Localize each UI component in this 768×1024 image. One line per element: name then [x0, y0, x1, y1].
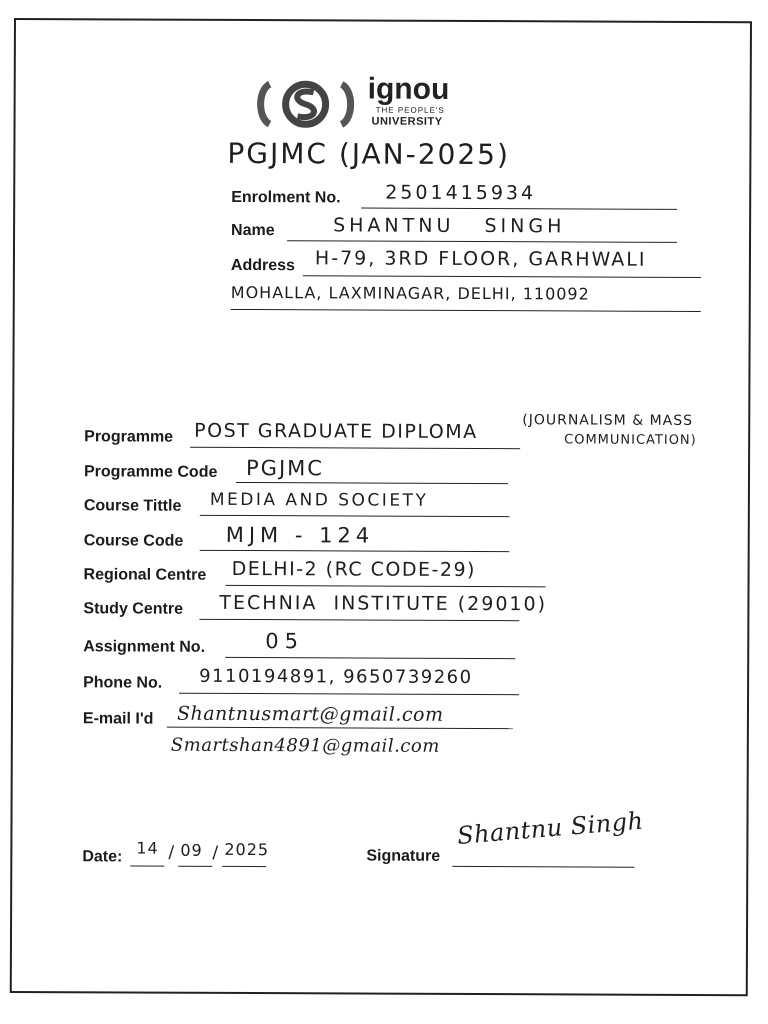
email-value-2: Smartshan4891@gmail.com: [170, 734, 440, 757]
programme-underline: [190, 447, 520, 449]
course-code-value: MJM - 124: [225, 522, 375, 548]
date-underline-year: [222, 866, 266, 867]
date-underline-month: [178, 866, 212, 867]
address-underline-2: [231, 309, 701, 312]
study-centre-value: TECHNIA INSTITUTE (29010): [219, 591, 548, 616]
name-label: Name: [231, 221, 275, 240]
regional-centre-value: DELHI-2 (RC CODE-29): [231, 557, 477, 582]
signature-value: Shantnu Singh: [456, 806, 645, 850]
regional-centre-underline: [226, 585, 546, 587]
programme-code-value: PGJMC: [245, 456, 325, 481]
regional-centre-label: Regional Centre: [83, 566, 207, 584]
assignment-cover-sheet: [10, 18, 752, 996]
course-title-value: MEDIA AND SOCIETY: [209, 489, 429, 511]
name-value: SHANTNU SINGH: [333, 214, 566, 238]
assignment-label: Assignment No.: [83, 638, 206, 656]
programme-label: Programme: [84, 428, 174, 446]
email-label: E-mail I'd: [82, 710, 154, 728]
enrolment-underline: [361, 208, 677, 210]
course-title-label: Course Tittle: [83, 497, 182, 515]
enrolment-value: 2501415934: [385, 181, 537, 205]
course-code-underline: [200, 550, 510, 552]
logo-tagline: THE PEOPLE'S: [375, 105, 445, 115]
programme-value-extra-2: COMMUNICATION): [564, 432, 697, 448]
study-centre-underline: [199, 619, 519, 621]
phone-underline: [179, 693, 519, 695]
address-underline-1: [303, 275, 701, 278]
logo-wordmark: ignou: [367, 72, 450, 106]
date-underline-day: [130, 866, 164, 867]
address-label: Address: [230, 256, 295, 275]
phone-label: Phone No.: [83, 674, 163, 692]
ignou-logo: [255, 72, 505, 137]
programme-value-extra: (JOURNALISM & MASS: [522, 412, 694, 429]
date-label: Date:: [82, 848, 123, 866]
assignment-underline: [225, 657, 515, 659]
enrolment-label: Enrolment No.: [231, 188, 341, 207]
course-code-label: Course Code: [83, 532, 184, 550]
email-value-1: Shantnusmart@gmail.com: [176, 702, 444, 726]
email-underline: [167, 727, 513, 730]
date-separator-2: /: [212, 842, 221, 863]
date-year: 2025: [224, 839, 270, 860]
phone-value: 9110194891, 9650739260: [199, 665, 473, 689]
course-title-underline: [200, 515, 510, 517]
study-centre-label: Study Centre: [83, 600, 184, 618]
date-separator-1: /: [168, 842, 177, 863]
date-day: 14: [136, 838, 159, 858]
assignment-value: 05: [265, 629, 305, 654]
page-title: PGJMC (JAN-2025): [227, 136, 511, 172]
date-month: 09: [180, 840, 203, 860]
programme-code-label: Programme Code: [83, 463, 218, 481]
programme-value: POST GRADUATE DIPLOMA: [194, 419, 478, 444]
programme-code-underline: [236, 482, 508, 484]
name-underline: [287, 240, 677, 243]
address-line-1: H-79, 3RD FLOOR, GARHWALI: [314, 247, 647, 271]
ignou-emblem-icon: [256, 78, 356, 130]
address-line-2: MOHALLA, LAXMINAGAR, DELHI, 110092: [230, 282, 590, 304]
logo-tagline-university: UNIVERSITY: [371, 115, 443, 128]
signature-label: Signature: [366, 847, 441, 865]
signature-underline: [452, 866, 634, 868]
